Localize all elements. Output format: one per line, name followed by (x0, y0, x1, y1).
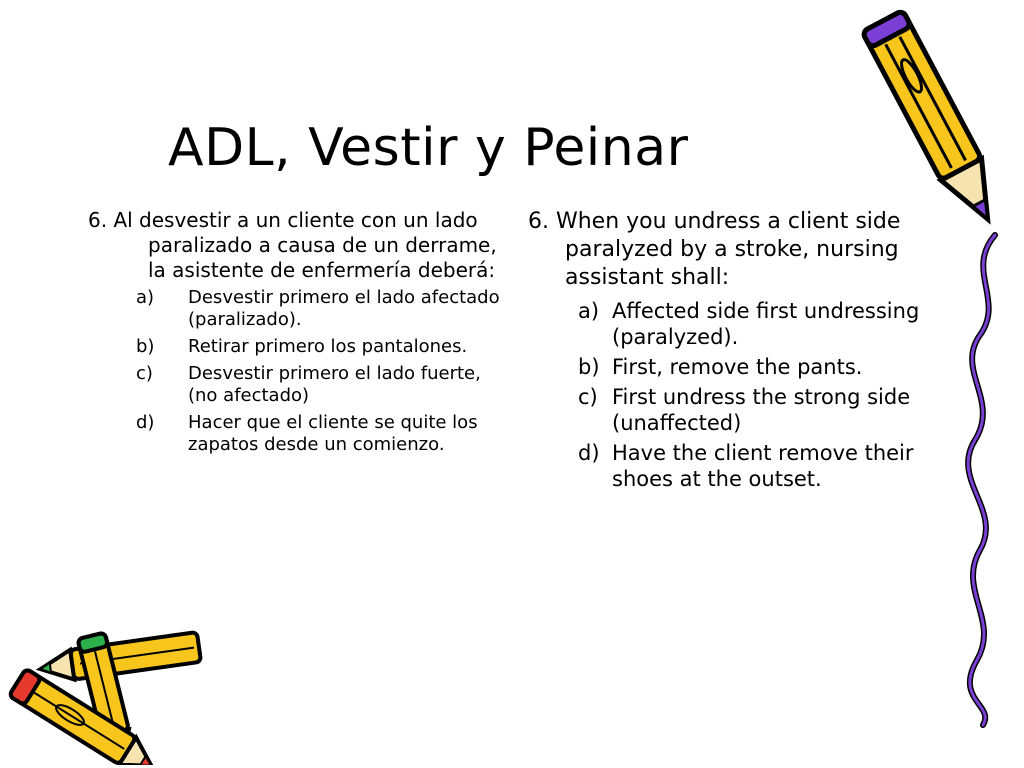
spanish-option-a (88, 287, 500, 331)
slide-title: ADL, Vestir y Peinar (168, 118, 689, 178)
option-letter: d) (578, 441, 600, 465)
spanish-option-b (88, 336, 500, 358)
english-option-c (528, 384, 948, 436)
option-letter: b) (578, 355, 600, 379)
option-letter: a) (578, 299, 600, 323)
english-option-b (528, 354, 948, 380)
option-letter: d) (136, 412, 155, 433)
option-letter: c) (578, 385, 598, 409)
option-text: First undress the strong side (unaffected) (612, 385, 911, 435)
spanish-option-c (88, 363, 500, 407)
option-text: Desvestir primero el lado afectado (paralizado). (188, 287, 500, 330)
pencils-bottom-left-icon (0, 615, 215, 765)
spanish-question: 6. Al desvestir a un cliente con un lado paralizado a causa de un derrame, la asistente de enfermería deberá: (88, 208, 497, 282)
option-text: Hacer que el cliente se quite los zapatos desde un comienzo. (188, 412, 478, 455)
spanish-column (88, 208, 500, 461)
option-text: Affected side first undressing (paralyzed). (612, 299, 920, 349)
spanish-option-d (88, 412, 500, 456)
option-text: Desvestir primero el lado fuerte, (no afectado) (188, 363, 481, 406)
english-column (528, 208, 948, 496)
english-option-d (528, 440, 948, 492)
english-question: 6. When you undress a client side paralyzed by a stroke, nursing assistant shall: (528, 209, 901, 290)
option-letter: a) (136, 287, 155, 308)
option-letter: b) (136, 336, 155, 357)
option-letter: c) (136, 363, 153, 384)
option-text: Have the client remove their shoes at the outset. (612, 441, 914, 491)
english-options (528, 298, 948, 492)
squiggle-line-icon (955, 230, 1015, 730)
english-option-a (528, 298, 948, 350)
option-text: First, remove the pants. (612, 355, 863, 379)
spanish-options (88, 287, 500, 456)
option-text: Retirar primero los pantalones. (188, 336, 468, 357)
pencil-top-right-icon (860, 0, 1010, 245)
